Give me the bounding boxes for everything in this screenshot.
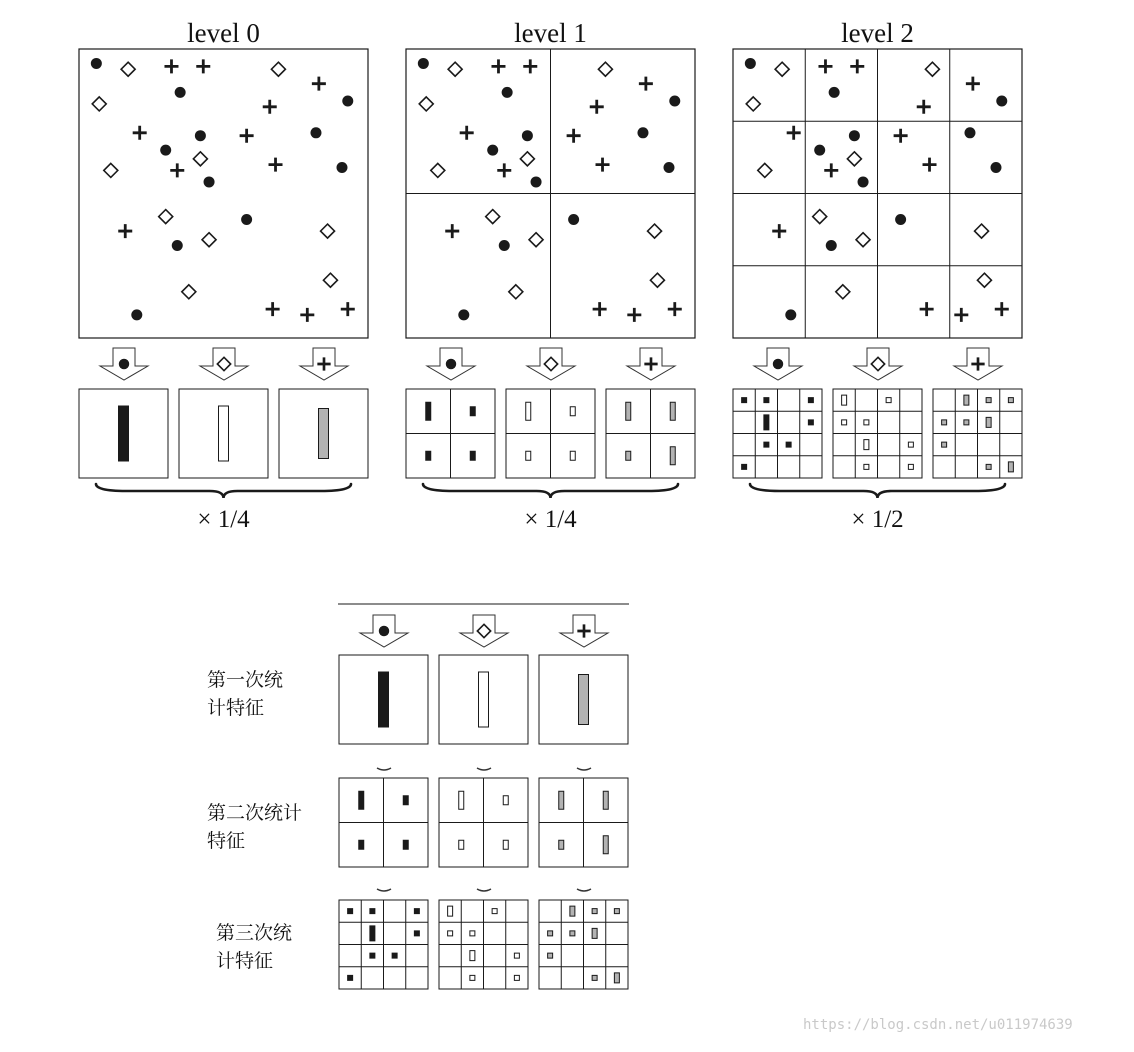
- level-1-histogram-plus-bar: [626, 451, 631, 460]
- concat-level2-histogram-plus-bar: [570, 906, 575, 916]
- level-2-point-6-dot-marker: [829, 87, 840, 98]
- concat-level0-histogram-plus-bar: [579, 675, 589, 725]
- concat-level2-histogram-dia-bar: [492, 909, 497, 914]
- level-0-histogram-dia: [179, 389, 268, 478]
- level-1-histogram-dot-bar: [470, 451, 475, 460]
- level-2-histogram-plus-bar: [1008, 398, 1013, 403]
- level-0-point-11-dot-marker: [195, 130, 206, 141]
- stats-label-1-line1: 第一次统: [207, 669, 284, 691]
- level-1-arrow-dia: [527, 348, 575, 380]
- level-2-point-9-dot-marker: [996, 96, 1007, 107]
- level-2-histogram-dia-bar: [842, 395, 847, 405]
- level-0-histogram-plus-bar: [319, 409, 329, 459]
- concat-level1-histogram-plus-bar: [559, 840, 564, 849]
- stats-label-2-line2: 特征: [207, 830, 246, 852]
- level-1-arrow-dot: [427, 348, 475, 380]
- concat-level0-histogram-dot-bar: [379, 672, 389, 727]
- level-1-point-0-dot-marker: [418, 58, 429, 69]
- level-2-histogram-dot-bar: [764, 442, 769, 447]
- stats-label-1-line2: 计特征: [207, 697, 265, 719]
- concat-level0-histogram-dia: [439, 655, 528, 744]
- level-2-point-25-dot-marker: [826, 240, 837, 251]
- level-2-histogram-plus-bar: [942, 420, 947, 425]
- concat-level2-histogram-dia-bar: [470, 951, 475, 961]
- level-0-weight: × 1/4: [197, 506, 250, 533]
- level-1-point-32-dot-marker: [458, 309, 469, 320]
- level-1-histogram-dot-bar: [426, 402, 431, 420]
- level-2-histogram-dot-bar: [764, 398, 769, 403]
- level-0-scatter-frame: [79, 49, 368, 338]
- level-1-point-25-dot-marker: [499, 240, 510, 251]
- concat-arrow-dia: [460, 615, 508, 647]
- concat-level1-histogram-dia-bar: [459, 791, 464, 809]
- concat-level1-histogram-plus: [539, 778, 628, 867]
- level-0-point-25-dot-marker: [172, 240, 183, 251]
- level-2-histogram-dot-bar: [808, 398, 813, 403]
- level-1-histogram-dot: [406, 389, 495, 478]
- level-1-point-20-dot-marker: [531, 176, 542, 187]
- level-2-arrow-dia: [854, 348, 902, 380]
- mini-brace-b-plus: [577, 889, 591, 891]
- level-0-arrow-dia: [200, 348, 248, 380]
- level-2-histogram-plus-bar: [942, 442, 947, 447]
- level-1-title: level 1: [514, 18, 587, 48]
- concat-level2-histogram-plus-bar: [614, 909, 619, 914]
- concat-level1-histogram-dot-bar: [359, 840, 364, 849]
- level-1-histogram-dia-bar: [570, 407, 575, 416]
- concat-level1-histogram-plus-bar: [559, 791, 564, 809]
- level-0-point-9-dot-marker: [342, 96, 353, 107]
- mini-brace-b-dia: [477, 889, 491, 891]
- stats-label-1: [207, 666, 283, 722]
- level-1-point-6-dot-marker: [502, 87, 513, 98]
- level-1-histogram-dot-bar: [470, 407, 475, 416]
- concat-level2-histogram-dia-bar: [470, 931, 475, 936]
- concat-level2-histogram-plus-bar: [548, 953, 553, 958]
- level-0-point-13-dot-marker: [310, 127, 321, 138]
- concat-level2-histogram-plus-bar: [592, 928, 597, 938]
- level-2-arrow-dot-dot-marker: [773, 359, 783, 369]
- level-0-point-17-dot-marker: [336, 162, 347, 173]
- level-2-point-14-dot-marker: [814, 145, 825, 156]
- concat-level1-histogram-dot-bar: [403, 796, 408, 805]
- level-2-point-13-dot-marker: [964, 127, 975, 138]
- level-1-point-11-dot-marker: [522, 130, 533, 141]
- level-2-histogram-dia-bar: [908, 442, 913, 447]
- concat-level2-histogram-plus-bar: [548, 931, 553, 936]
- level-2-histogram-dia-bar: [864, 420, 869, 425]
- concat-level2-histogram-dia-bar: [514, 975, 519, 980]
- level-2-histogram-plus-bar: [964, 395, 969, 405]
- level-2-histogram-dot-bar: [808, 420, 813, 425]
- concat-level1-histogram-dot-bar: [403, 840, 408, 849]
- level-0-title: level 0: [187, 18, 260, 48]
- level-0-point-20-dot-marker: [204, 176, 215, 187]
- level-2-point-20-dot-marker: [858, 176, 869, 187]
- concat-level1-histogram-dia-bar: [503, 796, 508, 805]
- mini-brace-b-dot: [377, 889, 391, 891]
- level-1-point-14-dot-marker: [487, 145, 498, 156]
- concat-level1-histogram-plus-bar: [603, 791, 608, 809]
- concat-level2-histogram-dot-bar: [414, 931, 419, 936]
- concat-level2-histogram-dia-bar: [448, 931, 453, 936]
- stats-label-2: [207, 799, 302, 855]
- level-0-brace: [96, 484, 351, 498]
- level-2-title: level 2: [841, 18, 914, 48]
- concat-level2-histogram-dot-bar: [392, 953, 397, 958]
- level-1-weight: × 1/4: [524, 506, 577, 533]
- level-1-point-17-dot-marker: [663, 162, 674, 173]
- level-2-point-32-dot-marker: [785, 309, 796, 320]
- concat-level1-histogram-plus-bar: [603, 836, 608, 854]
- concat-level0-histogram-dia-bar: [479, 672, 489, 727]
- level-1-histogram-dia-bar: [570, 451, 575, 460]
- concat-level0-histogram-dot: [339, 655, 428, 744]
- level-2-histogram-plus: [933, 389, 1022, 478]
- concat-level2-histogram-dot: [339, 900, 428, 989]
- level-1-point-9-dot-marker: [669, 96, 680, 107]
- level-0-point-14-dot-marker: [160, 145, 171, 156]
- stats-label-3-line2: 计特征: [216, 950, 274, 972]
- level-0-point-0-dot-marker: [91, 58, 102, 69]
- level-0-arrow-dot: [100, 348, 148, 380]
- level-0-arrow-plus: [300, 348, 348, 380]
- level-2-histogram-plus-bar: [986, 398, 991, 403]
- concat-level2-histogram-dia-bar: [514, 953, 519, 958]
- mini-brace-a-dia: [477, 768, 491, 770]
- level-2-arrow-plus: [954, 348, 1002, 380]
- level-2-arrow-dot: [754, 348, 802, 380]
- concat-level2-histogram-dia-bar: [470, 975, 475, 980]
- level-1-histogram-dia-bar: [526, 402, 531, 420]
- level-1-histogram-plus-bar: [670, 402, 675, 420]
- concat-level2-histogram-dia: [439, 900, 528, 989]
- level-0-point-22-dot-marker: [241, 214, 252, 225]
- level-2-histogram-dia-bar: [908, 464, 913, 469]
- level-2-brace: [750, 484, 1005, 498]
- level-2-histogram-dot-bar: [742, 398, 747, 403]
- concat-level2-histogram-dia-bar: [448, 906, 453, 916]
- concat-level2-histogram-plus: [539, 900, 628, 989]
- concat-level2-histogram-dot-bar: [414, 909, 419, 914]
- stats-label-2-line1: 第二次统计: [207, 802, 303, 824]
- level-2-histogram-dot-bar: [786, 442, 791, 447]
- level-2-histogram-dia: [833, 389, 922, 478]
- level-2-histogram-dia-bar: [886, 398, 891, 403]
- level-2-histogram-dot: [733, 389, 822, 478]
- concat-level2-histogram-plus-bar: [592, 909, 597, 914]
- level-2-point-17-dot-marker: [990, 162, 1001, 173]
- concat-level2-histogram-plus-bar: [592, 975, 597, 980]
- concat-level2-histogram-dot-bar: [370, 926, 375, 941]
- concat-arrow-dot: [360, 615, 408, 647]
- concat-level2-histogram-dot-bar: [370, 953, 375, 958]
- level-0-histogram-dot: [79, 389, 168, 478]
- level-2-weight: × 1/2: [851, 506, 904, 533]
- level-2-point-0-dot-marker: [745, 58, 756, 69]
- concat-level1-histogram-dia-bar: [503, 840, 508, 849]
- watermark: https://blog.csdn.net/u011974639: [803, 1017, 1073, 1033]
- concat-level1-histogram-dia: [439, 778, 528, 867]
- level-1-histogram-dia: [506, 389, 595, 478]
- level-1-histogram-dia-bar: [526, 451, 531, 460]
- stats-label-3-line1: 第三次统: [216, 922, 293, 944]
- level-2-histogram-dia-bar: [842, 420, 847, 425]
- level-1-brace: [423, 484, 678, 498]
- concat-level2-histogram-plus-bar: [570, 931, 575, 936]
- concat-level1-histogram-dot-bar: [359, 791, 364, 809]
- concat-level1-histogram-dia-bar: [459, 840, 464, 849]
- level-2-point-22-dot-marker: [895, 214, 906, 225]
- level-0-point-32-dot-marker: [131, 309, 142, 320]
- concat-arrow-dot-dot-marker: [379, 626, 389, 636]
- level-0-histogram-dot-bar: [119, 406, 129, 461]
- concat-level2-histogram-plus-bar: [614, 973, 619, 983]
- level-1-histogram-plus-bar: [626, 402, 631, 420]
- concat-level2-histogram-dot-bar: [348, 975, 353, 980]
- concat-level2-histogram-dot-bar: [370, 909, 375, 914]
- level-2-histogram-plus-bar: [964, 420, 969, 425]
- concat-arrow-plus: [560, 615, 608, 647]
- level-2-histogram-dia-bar: [864, 440, 869, 450]
- concat-level2-histogram-dot-bar: [348, 909, 353, 914]
- stats-label-3: [216, 919, 292, 975]
- level-2-point-11-dot-marker: [849, 130, 860, 141]
- concat-level1-histogram-dot: [339, 778, 428, 867]
- level-1-histogram-dot-bar: [426, 451, 431, 460]
- level-1-histogram-plus-bar: [670, 447, 675, 465]
- level-2-histogram-dot-bar: [742, 464, 747, 469]
- level-0-point-6-dot-marker: [175, 87, 186, 98]
- mini-brace-a-plus: [577, 768, 591, 770]
- level-2-histogram-plus-bar: [1008, 462, 1013, 472]
- level-1-point-13-dot-marker: [637, 127, 648, 138]
- level-2-histogram-dia-bar: [864, 464, 869, 469]
- mini-brace-a-dot: [377, 768, 391, 770]
- level-1-point-22-dot-marker: [568, 214, 579, 225]
- level-1-histogram-plus: [606, 389, 695, 478]
- level-2-histogram-plus-bar: [986, 417, 991, 427]
- level-1-arrow-dot-dot-marker: [446, 359, 456, 369]
- level-2-histogram-plus-bar: [986, 464, 991, 469]
- concat-level0-histogram-plus: [539, 655, 628, 744]
- level-0-histogram-plus: [279, 389, 368, 478]
- level-0-arrow-dot-dot-marker: [119, 359, 129, 369]
- level-2-histogram-dot-bar: [764, 415, 769, 430]
- level-1-arrow-plus: [627, 348, 675, 380]
- level-0-histogram-dia-bar: [219, 406, 229, 461]
